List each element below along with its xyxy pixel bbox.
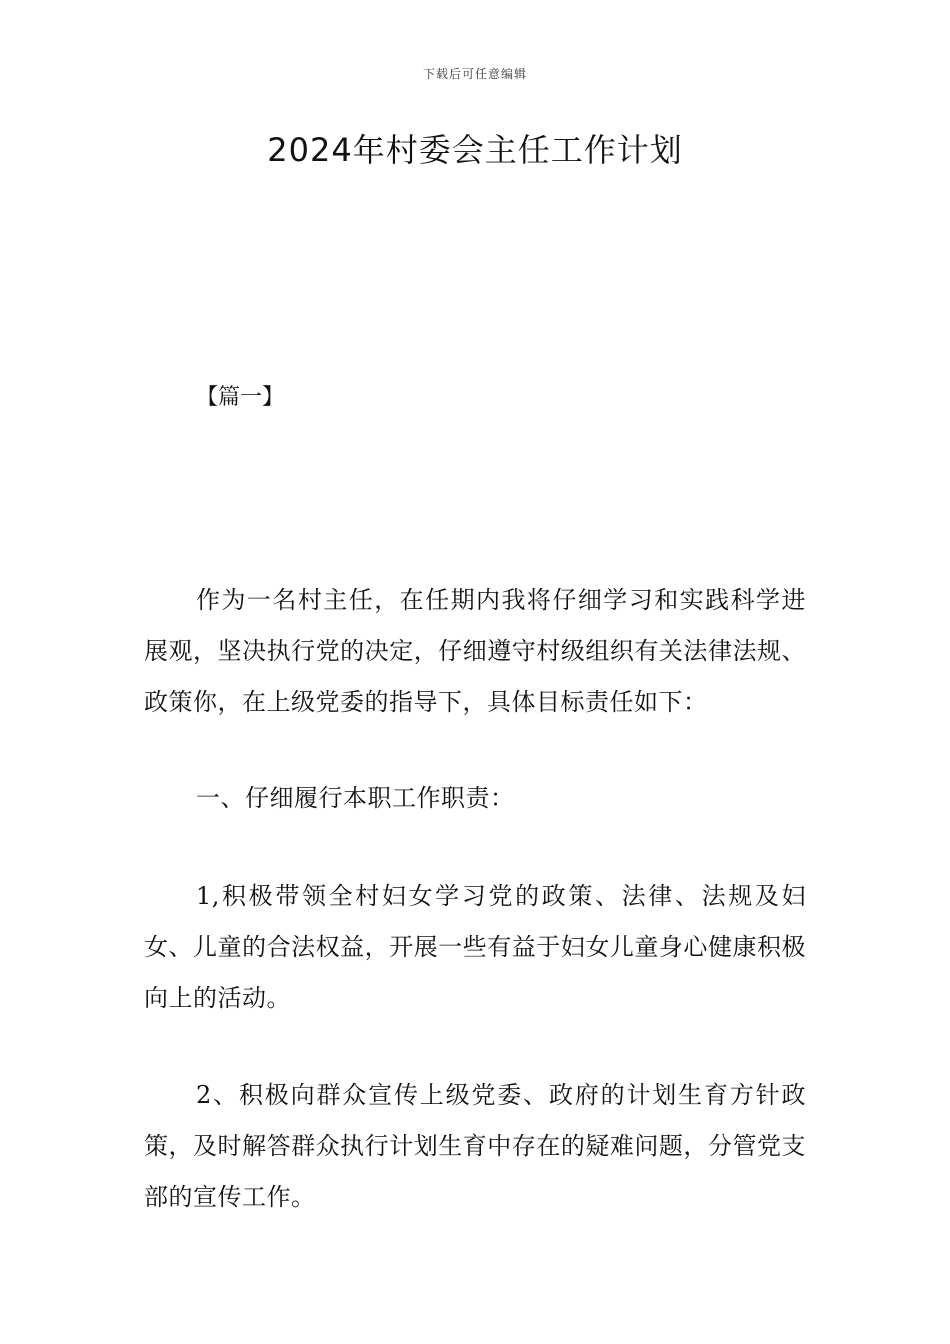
paragraph-item-2: 2、积极向群众宣传上级党委、政府的计划生育方针政策，及时解答群众执行计划生育中存在的疑难问题，分管党支部的宣传工作。 (144, 1081, 806, 1211)
document-title: 2024年村委会主任工作计划 (267, 131, 683, 169)
header-note: 下载后可任意编辑 (422, 67, 527, 81)
section-label: 【篇一】 (196, 385, 285, 410)
paragraph-intro: 作为一名村主任，在任期内我将仔细学习和实践科学进展观，坚决执行党的决定，仔细遵守村级组织有关法律法规、政策你，在上级党委的指导下，具体目标责任如下： (144, 586, 806, 716)
paragraph-heading-duties: 一、仔细履行本职工作职责： (196, 784, 515, 812)
paragraph-item-1: 1,积极带领全村妇女学习党的政策、法律、法规及妇女、儿童的合法权益，开展一些有益于妇女儿童身心健康积极向上的活动。 (144, 882, 806, 1012)
